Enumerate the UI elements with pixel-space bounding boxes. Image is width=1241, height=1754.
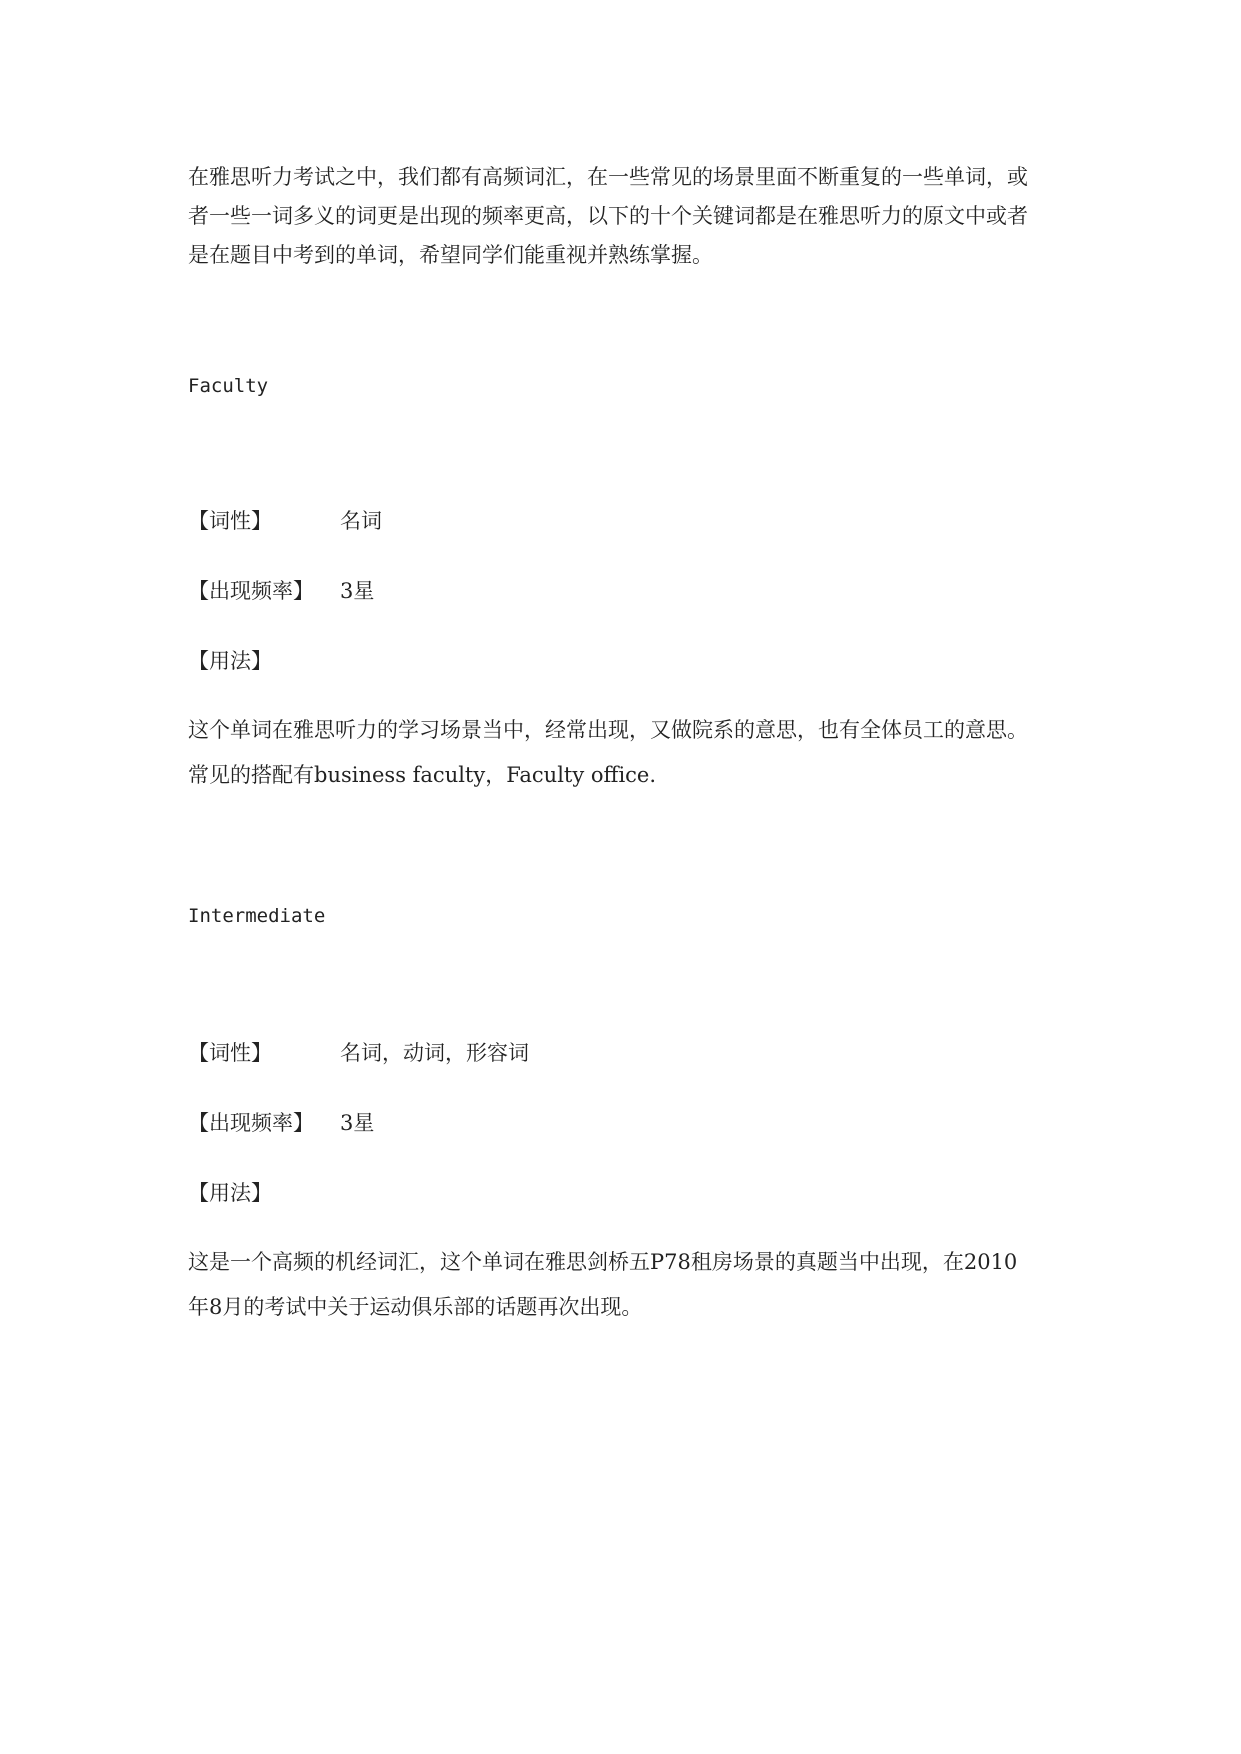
pos-row [188, 506, 382, 536]
intro-paragraph [188, 158, 1068, 275]
pos-value: 名词，动词，形容词 [340, 1041, 529, 1065]
frequency-label: 【出现频率】 [188, 579, 314, 603]
pos-row [188, 1038, 529, 1068]
pos-label: 【词性】 [188, 509, 272, 533]
frequency-value: 3星 [340, 1111, 375, 1135]
intro-line: 是在题目中考到的单词，希望同学们能重视并熟练掌握。 [188, 243, 713, 267]
entry-word: Faculty [188, 375, 269, 397]
usage-label: 【用法】 [188, 649, 272, 673]
pos-label: 【词性】 [188, 1041, 272, 1065]
usage-line: 这个单词在雅思听力的学习场景当中，经常出现，又做院系的意思，也有全体员工的意思。 [188, 718, 1028, 742]
usage-line: 常见的搭配有business faculty，Faculty office. [188, 763, 657, 787]
intro-line: 在雅思听力考试之中，我们都有高频词汇，在一些常见的场景里面不断重复的一些单词，或 [188, 165, 1028, 189]
frequency-row [188, 1108, 374, 1138]
entry-word: Intermediate [188, 905, 326, 927]
usage-paragraph [188, 708, 1088, 798]
usage-row [188, 646, 272, 676]
entry-word-heading [188, 370, 268, 401]
usage-paragraph [188, 1240, 1088, 1330]
frequency-label: 【出现频率】 [188, 1111, 314, 1135]
usage-line: 这是一个高频的机经词汇，这个单词在雅思剑桥五P78租房场景的真题当中出现，在2010 [188, 1250, 1018, 1274]
pos-value: 名词 [340, 509, 382, 533]
usage-line: 年8月的考试中关于运动俱乐部的话题再次出现。 [188, 1295, 643, 1319]
entry-word-heading [188, 900, 325, 931]
intro-line: 者一些一词多义的词更是出现的频率更高，以下的十个关键词都是在雅思听力的原文中或者 [188, 204, 1028, 228]
usage-row [188, 1178, 272, 1208]
frequency-value: 3星 [340, 579, 375, 603]
frequency-row [188, 576, 374, 606]
usage-label: 【用法】 [188, 1181, 272, 1205]
